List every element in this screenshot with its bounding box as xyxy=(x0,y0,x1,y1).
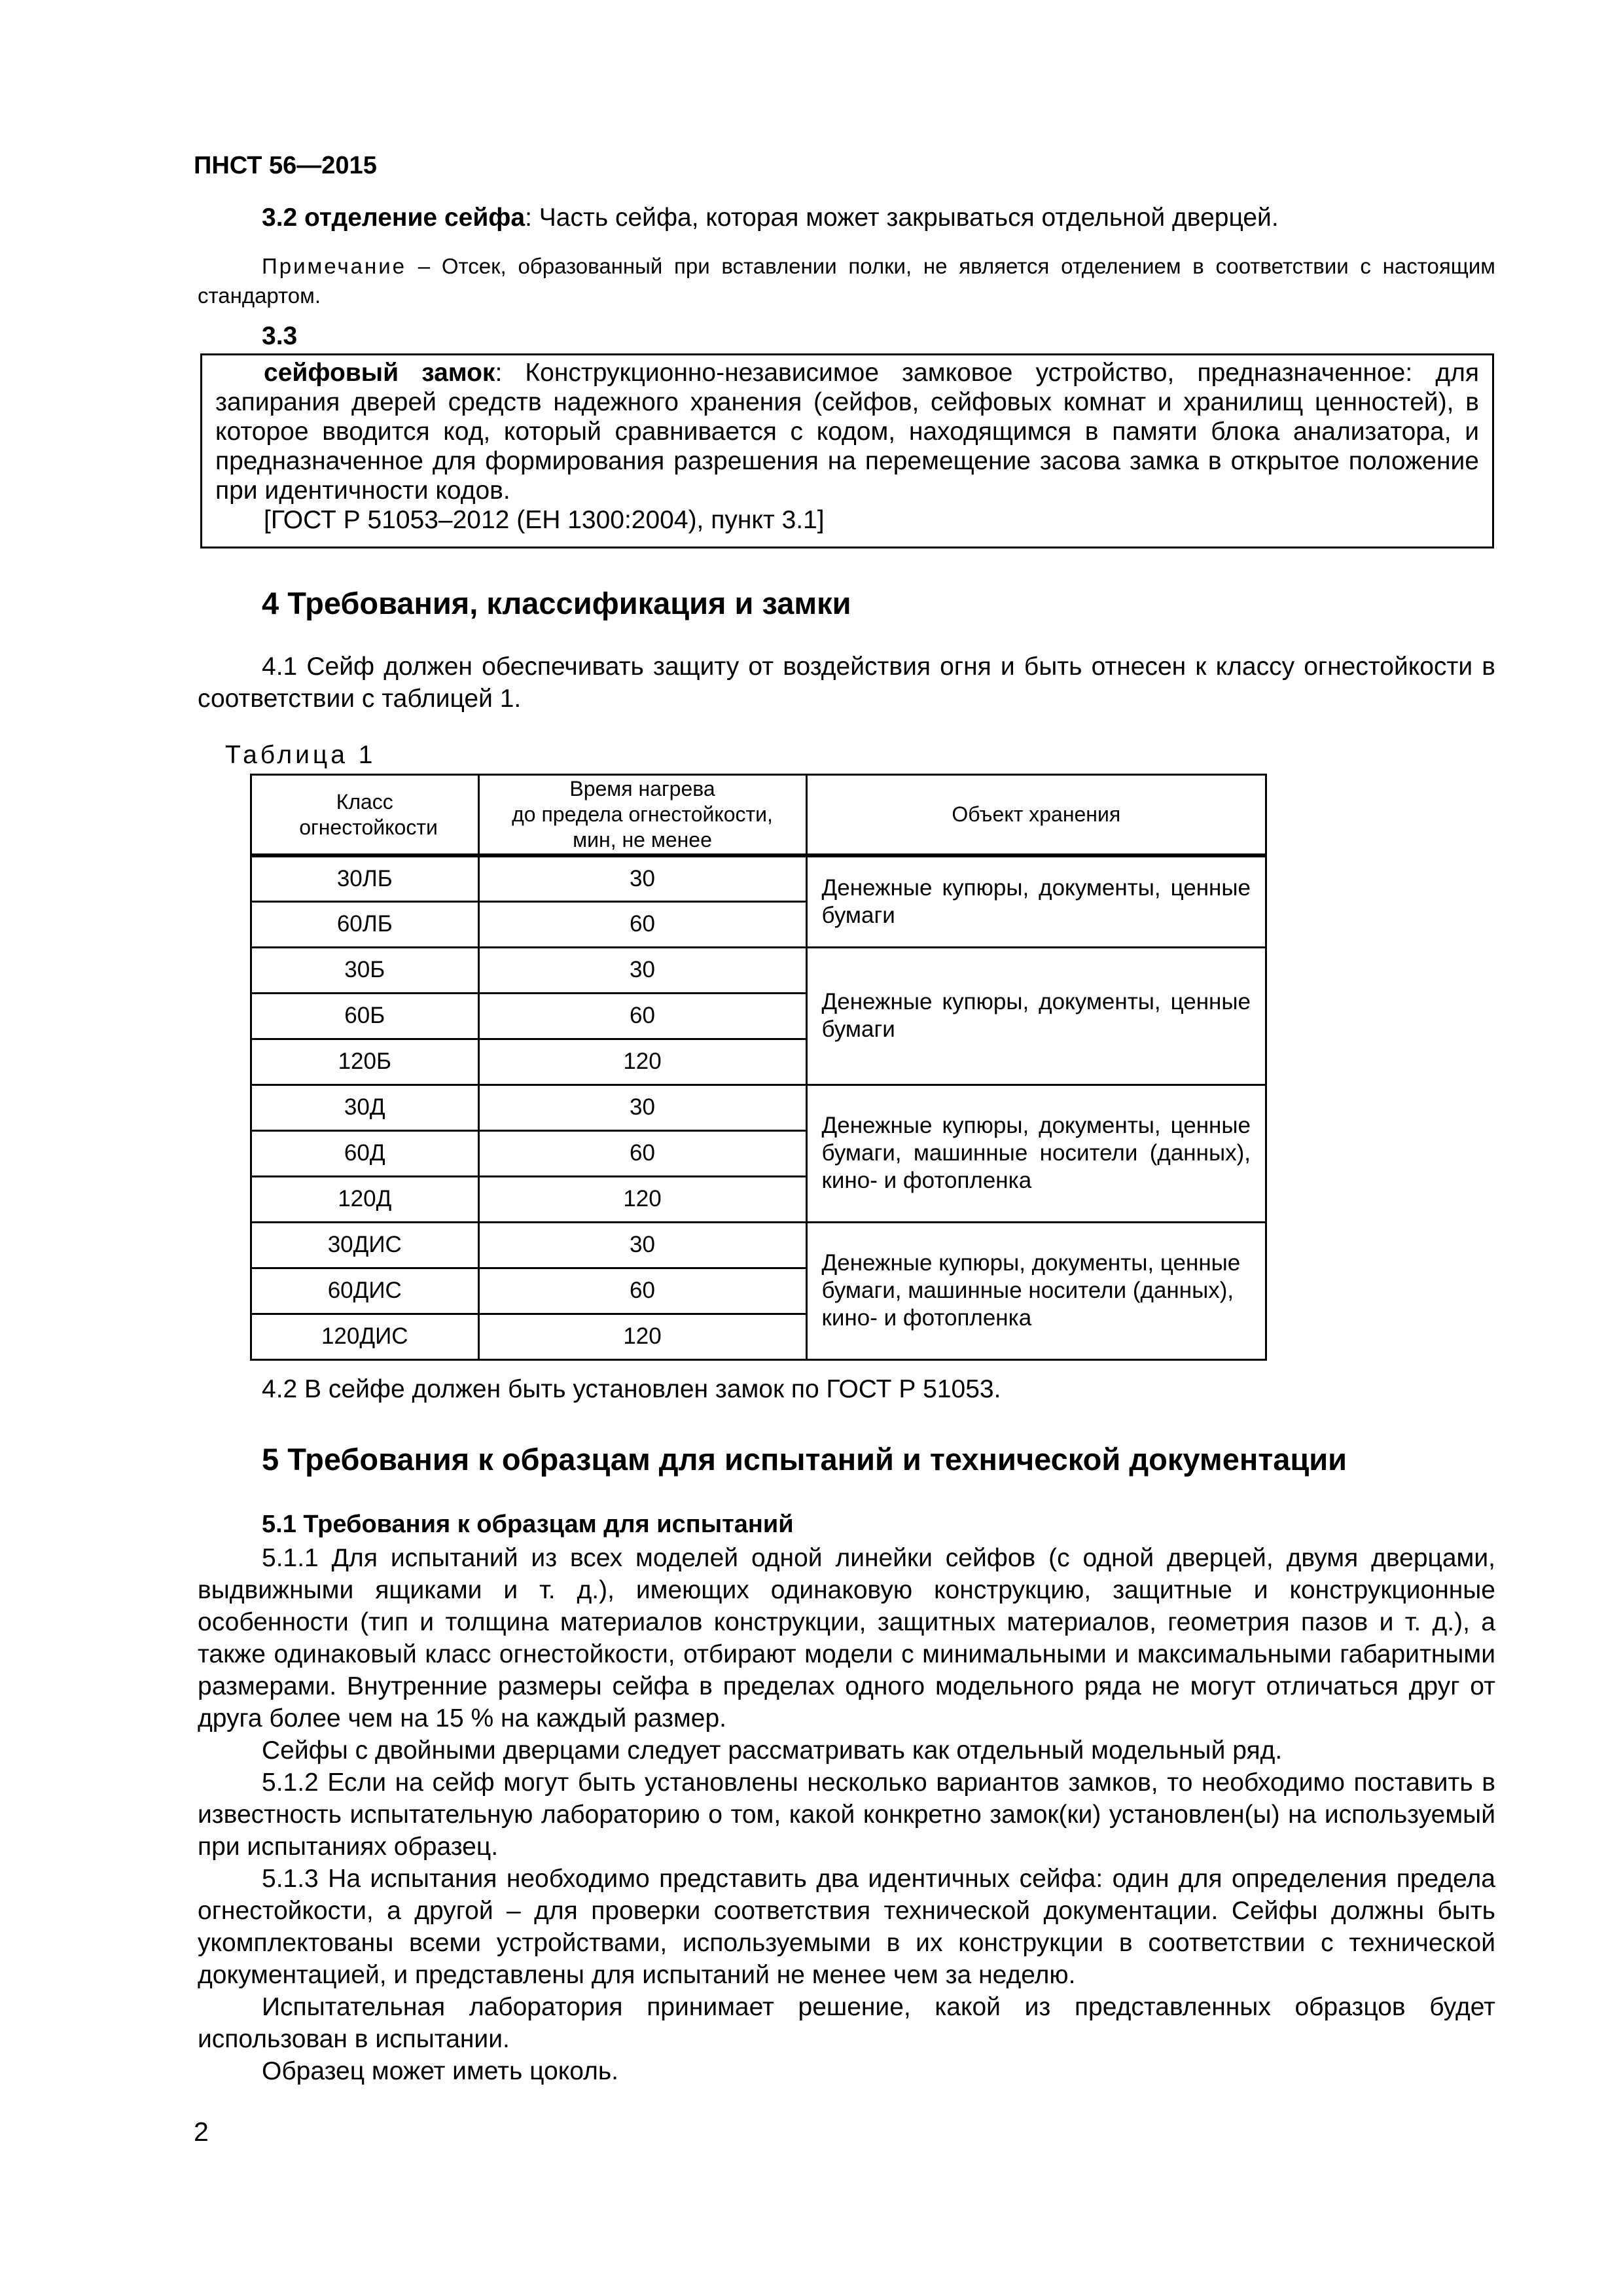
note-3-2 xyxy=(198,251,1495,310)
cell-class: 30Б xyxy=(251,947,479,993)
cell-object: Денежные купюры, документы, ценные бумаги xyxy=(806,855,1266,947)
cell-time: 60 xyxy=(478,901,806,947)
cell-object: Денежные купюры, документы, ценные бумаги xyxy=(806,947,1266,1085)
cell-class: 60ЛБ xyxy=(251,901,479,947)
cell-class: 60Д xyxy=(251,1130,479,1176)
definition-text xyxy=(215,358,1479,505)
clause-3-2-text: : Часть сейфа, которая может закрываться отдельной дверцей. xyxy=(525,204,1279,232)
subsection-5-1-title: 5.1 Требования к образцам для испытаний xyxy=(262,1511,794,1538)
table-header-row xyxy=(251,775,1266,856)
cell-time: 30 xyxy=(478,1085,806,1130)
definition-term: сейфовый замок xyxy=(264,359,495,387)
cell-object: Денежные купюры, документы, ценные бумаги, машинные носители (данных), кино- и фотопленка xyxy=(806,1085,1266,1222)
cell-time: 30 xyxy=(478,855,806,901)
section-5-title: 5 Требования к образцам для испытаний и технической документации xyxy=(262,1442,1347,1477)
clause-5-1-3-decision: Испытательная лаборатория принимает решение, какой из представленных образцов будет использован в испытании. xyxy=(198,1993,1495,2053)
clause-5-1-3-plinth: Образец может иметь цоколь. xyxy=(262,2057,619,2085)
cell-class: 120Б xyxy=(251,1039,479,1085)
header-class: Класс огнестойкости xyxy=(251,775,479,856)
page-number: 2 xyxy=(194,2117,209,2147)
cell-time: 30 xyxy=(478,1222,806,1268)
table-row xyxy=(251,1222,1266,1268)
clause-5-1-3: 5.1.3 На испытания необходимо представить два идентичных сейфа: один для определения предела огнестойкости, а другой – для проверки соответствия технической документации. Сейфы должны быть укомплектованы всеми устройствами, используемыми в их конструкции в соответствии с технической документацией, и представлены для испытаний не менее чем за неделю. xyxy=(198,1865,1495,1989)
cell-time: 120 xyxy=(478,1314,806,1359)
cell-time: 30 xyxy=(478,947,806,993)
clause-4-1: 4.1 Сейф должен обеспечивать защиту от воздействия огня и быть отнесен к классу огнестойкости в соответствии с таблицей 1. xyxy=(198,653,1495,713)
cell-class: 30Д xyxy=(251,1085,479,1130)
section-5-body xyxy=(198,1542,1495,2087)
table-caption: Таблица 1 xyxy=(225,741,376,769)
cell-class: 120Д xyxy=(251,1176,479,1222)
note-label: Примечание xyxy=(262,254,407,278)
definition-body: : Конструкционно-независимое замковое устройство, предназначенное: для запирания дверей средств надежного хранения (сейфов, сейфовых комнат и хранилищ ценностей), в которое вводится код, который сравнивается с кодом, находящимся в памяти блока анализатора, и предназначенное для формирования разрешения на перемещение засова замка в открытое положение при идентичности кодов. xyxy=(215,359,1479,505)
section-4-title: 4 Требования, классификация и замки xyxy=(262,586,851,620)
cell-time: 60 xyxy=(478,993,806,1039)
table-row xyxy=(251,947,1266,993)
document-id-header: ПНСТ 56—2015 xyxy=(194,152,377,179)
table-row xyxy=(251,855,1266,901)
cell-class: 120ДИС xyxy=(251,1314,479,1359)
header-object: Объект хранения xyxy=(806,775,1266,856)
cell-class: 30ЛБ xyxy=(251,855,479,901)
definition-box-3-3 xyxy=(200,353,1494,548)
cell-time: 120 xyxy=(478,1176,806,1222)
cell-time: 120 xyxy=(478,1039,806,1085)
cell-time: 60 xyxy=(478,1268,806,1314)
clause-3-2 xyxy=(198,202,1495,234)
fire-resistance-table xyxy=(250,774,1267,1361)
definition-reference: [ГОСТ Р 51053–2012 (ЕН 1300:2004), пункт 3.1] xyxy=(264,506,825,534)
cell-time: 60 xyxy=(478,1130,806,1176)
note-text: – Отсек, образованный при вставлении полки, не является отделением в соответствии с настоящим стандартом. xyxy=(198,254,1495,308)
clause-5-1-1-note: Сейфы с двойными дверцами следует рассматривать как отдельный модельный ряд. xyxy=(262,1736,1283,1765)
cell-class: 60Б xyxy=(251,993,479,1039)
clause-3-2-term: 3.2 отделение сейфа xyxy=(262,204,526,232)
table-row xyxy=(251,1085,1266,1130)
cell-class: 30ДИС xyxy=(251,1222,479,1268)
clause-5-1-2: 5.1.2 Если на сейф могут быть установлены несколько вариантов замков, то необходимо поставить в известность испытательную лабораторию о том, какой конкретно замок(ки) установлен(ы) на используемый при испытаниях образец. xyxy=(198,1768,1495,1861)
clause-5-1-1: 5.1.1 Для испытаний из всех моделей одной линейки сейфов (с одной дверцей, двумя дверцами, выдвижными ящиками и т. д.), имеющих одинаковую конструкцию, защитные и конструкционные особенности (тип и толщина материалов конструкции, защитных материалов, геометрия пазов и т. д.), а также одинаковый класс огнестойкости, отбирают модели с минимальными и максимальными габаритными размерами. Внутренние размеры сейфа в пределах одного модельного ряда не могут отличаться друг от друга более чем на 15 % на каждый размер. xyxy=(198,1544,1495,1732)
clause-4-2: 4.2 В сейфе должен быть установлен замок по ГОСТ Р 51053. xyxy=(262,1375,1001,1403)
clause-3-3-number: 3.3 xyxy=(262,322,298,350)
header-time: Время нагрева до предела огнестойкости, мин, не менее xyxy=(478,775,806,856)
cell-object: Денежные купюры, документы, ценные бумаги, машинные носители (данных), кино- и фотопленка xyxy=(806,1222,1266,1359)
cell-class: 60ДИС xyxy=(251,1268,479,1314)
